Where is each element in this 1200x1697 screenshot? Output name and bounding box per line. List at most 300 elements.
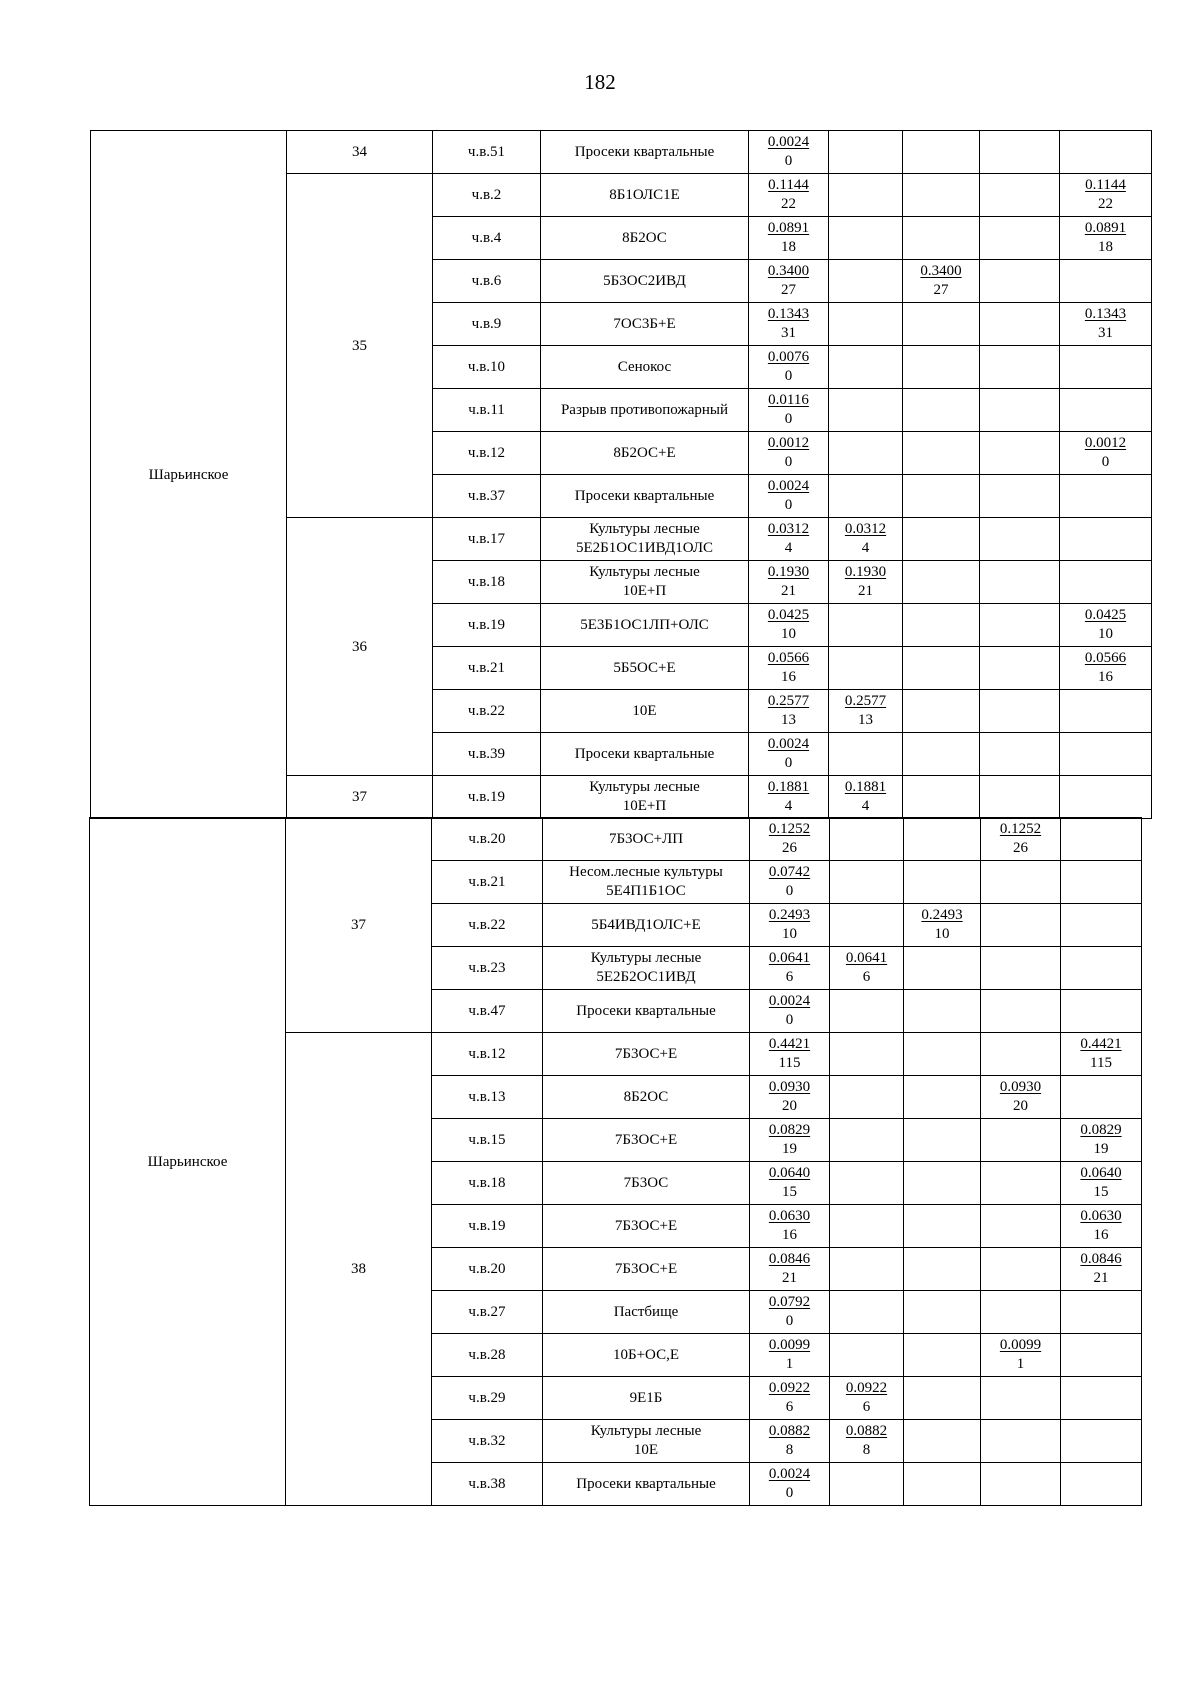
value-cell-4 — [980, 389, 1060, 432]
value-cell-3 — [903, 346, 980, 389]
description-cell — [543, 1420, 750, 1463]
fraction-volume: 0 — [1101, 454, 1110, 470]
fraction-value — [769, 1035, 810, 1073]
description-cell — [541, 174, 749, 217]
fraction-volume: 1 — [1016, 1356, 1025, 1372]
value-cell-5 — [1060, 346, 1152, 389]
value-cell-4 — [980, 432, 1060, 475]
description-cell — [543, 1162, 750, 1205]
section-code-cell: ч.в.17 — [433, 518, 541, 561]
fraction-area: 0.0846 — [768, 1251, 811, 1267]
quarter-cell: 35 — [287, 174, 433, 518]
fraction-volume: 19 — [1093, 1141, 1109, 1157]
value-cell-2 — [829, 690, 903, 733]
description-line: 8Б1ОЛС1Е — [609, 186, 680, 203]
value-cell-4 — [980, 303, 1060, 346]
value-cell-2 — [829, 647, 903, 690]
value-cell-2 — [830, 1291, 904, 1334]
fraction-value — [1000, 1336, 1041, 1374]
fraction-area: 0.1252 — [999, 821, 1042, 837]
fraction-volume: 15 — [782, 1184, 797, 1200]
value-cell-5 — [1061, 1119, 1142, 1162]
value-cell-4 — [981, 1119, 1061, 1162]
fraction-value — [769, 1078, 810, 1116]
fraction-value — [846, 949, 887, 987]
fraction-volume: 31 — [1098, 325, 1113, 341]
value-cell-1 — [749, 561, 829, 604]
value-cell-2 — [830, 1033, 904, 1076]
description-cell — [543, 947, 750, 990]
description-line: 10Е+П — [622, 583, 667, 599]
value-cell-3 — [903, 389, 980, 432]
fraction-value — [768, 520, 809, 558]
fraction-value — [845, 563, 886, 601]
section-code-cell: ч.в.22 — [432, 904, 543, 947]
value-cell-2 — [830, 1420, 904, 1463]
value-cell-5 — [1060, 260, 1152, 303]
fraction-area: 0.0641 — [845, 950, 888, 966]
description-line: Разрыв противопожарный — [560, 401, 729, 418]
value-cell-2 — [829, 303, 903, 346]
fraction-area: 0.2493 — [768, 907, 811, 923]
fraction-area: 0.0076 — [767, 349, 810, 365]
value-cell-5 — [1061, 1033, 1142, 1076]
fraction-value — [769, 1336, 810, 1374]
description-cell — [541, 561, 749, 604]
fraction-area: 0.1930 — [844, 564, 887, 580]
table-row — [91, 131, 1152, 174]
value-cell-5 — [1060, 303, 1152, 346]
fraction-area: 0.1881 — [767, 779, 810, 795]
section-code-cell: ч.в.4 — [433, 217, 541, 260]
description-line: 10Б+ОС,Е — [612, 1346, 679, 1363]
description-line: Культуры лесные — [590, 1423, 702, 1439]
fraction-area: 0.0792 — [768, 1294, 811, 1310]
value-cell-1 — [750, 1291, 830, 1334]
value-cell-4 — [981, 1291, 1061, 1334]
description-line: 5Е3Б1ОС1ЛП+ОЛС — [580, 616, 709, 633]
value-cell-4 — [980, 518, 1060, 561]
description-cell — [543, 1463, 750, 1506]
section-code-cell: ч.в.9 — [433, 303, 541, 346]
quarter-cell: 36 — [287, 518, 433, 776]
forestry-cell: Шарьинское — [90, 818, 286, 1506]
fraction-value — [1000, 820, 1041, 858]
value-cell-2 — [829, 475, 903, 518]
description-cell — [541, 518, 749, 561]
value-cell-2 — [830, 1334, 904, 1377]
value-cell-1 — [750, 1119, 830, 1162]
fraction-area: 0.0882 — [768, 1423, 811, 1439]
fraction-volume: 6 — [862, 1399, 871, 1415]
section-code-cell: ч.в.28 — [432, 1334, 543, 1377]
value-cell-2 — [829, 174, 903, 217]
section-code-cell: ч.в.18 — [432, 1162, 543, 1205]
value-cell-4 — [980, 604, 1060, 647]
fraction-volume: 16 — [1098, 669, 1113, 685]
value-cell-2 — [829, 776, 903, 819]
fraction-volume: 0 — [784, 454, 793, 470]
fraction-volume: 26 — [1013, 840, 1028, 856]
value-cell-2 — [830, 1463, 904, 1506]
fraction-value — [769, 992, 810, 1030]
value-cell-1 — [750, 861, 830, 904]
fraction-value — [1085, 219, 1126, 257]
fraction-value — [768, 735, 809, 773]
description-cell — [541, 303, 749, 346]
description-cell — [541, 432, 749, 475]
description-line: 5Е4П1Б1ОС — [606, 883, 686, 899]
value-cell-1 — [750, 818, 830, 861]
value-cell-3 — [903, 690, 980, 733]
fraction-area: 0.0829 — [768, 1122, 811, 1138]
fraction-value — [768, 133, 809, 171]
fraction-value — [769, 1465, 810, 1503]
value-cell-1 — [750, 1033, 830, 1076]
fraction-volume: 19 — [782, 1141, 797, 1157]
value-cell-1 — [749, 604, 829, 647]
fraction-value — [768, 305, 809, 343]
fraction-volume: 0 — [784, 755, 793, 771]
fraction-area: 0.1343 — [1084, 306, 1127, 322]
description-line: Культуры лесные — [589, 779, 700, 795]
description-cell — [541, 604, 749, 647]
value-cell-5 — [1061, 904, 1142, 947]
value-cell-5 — [1061, 1162, 1142, 1205]
section-code-cell: ч.в.18 — [433, 561, 541, 604]
description-line: Просеки квартальные — [574, 487, 715, 504]
forestry-cell: Шарьинское — [91, 131, 287, 819]
value-cell-4 — [980, 561, 1060, 604]
value-cell-3 — [904, 1205, 981, 1248]
fraction-value — [768, 391, 809, 429]
fraction-value — [768, 606, 809, 644]
fraction-area: 0.0641 — [768, 950, 811, 966]
fraction-value — [768, 563, 809, 601]
value-cell-1 — [750, 1377, 830, 1420]
value-cell-1 — [750, 1463, 830, 1506]
fraction-volume: 0 — [785, 883, 794, 899]
description-line: Просеки квартальные — [574, 143, 715, 160]
description-cell — [543, 1205, 750, 1248]
value-cell-1 — [749, 776, 829, 819]
value-cell-3 — [904, 1420, 981, 1463]
value-cell-4 — [981, 818, 1061, 861]
value-cell-4 — [980, 260, 1060, 303]
fraction-volume: 15 — [1093, 1184, 1109, 1200]
fraction-volume: 10 — [1098, 626, 1113, 642]
fraction-volume: 20 — [1013, 1098, 1028, 1114]
description-line: 9Е1Б — [629, 1389, 663, 1406]
description-line: 7Б3ОС+ЛП — [608, 830, 684, 847]
value-cell-5 — [1061, 1076, 1142, 1119]
description-line: 8Б2ОС+Е — [613, 444, 676, 461]
value-cell-1 — [750, 947, 830, 990]
fraction-value — [1085, 606, 1126, 644]
value-cell-4 — [981, 1463, 1061, 1506]
fraction-area: 0.1343 — [767, 306, 810, 322]
value-cell-3 — [903, 303, 980, 346]
description-cell — [541, 776, 749, 819]
description-line: 7Б3ОС+Е — [614, 1131, 678, 1148]
value-cell-1 — [749, 260, 829, 303]
fraction-area: 0.0024 — [768, 1466, 811, 1482]
value-cell-4 — [980, 475, 1060, 518]
value-cell-5 — [1060, 432, 1152, 475]
value-cell-5 — [1060, 776, 1152, 819]
fraction-area: 0.0930 — [768, 1079, 811, 1095]
fraction-area: 0.0024 — [767, 134, 810, 150]
fraction-value — [768, 219, 809, 257]
value-cell-1 — [749, 131, 829, 174]
value-cell-5 — [1060, 733, 1152, 776]
section-code-cell: ч.в.12 — [433, 432, 541, 475]
value-cell-3 — [904, 1076, 981, 1119]
value-cell-5 — [1061, 1291, 1142, 1334]
section-code-cell: ч.в.39 — [433, 733, 541, 776]
section-code-cell: ч.в.27 — [432, 1291, 543, 1334]
fraction-value — [1080, 1164, 1121, 1202]
value-cell-4 — [981, 1033, 1061, 1076]
fraction-area: 0.0922 — [845, 1380, 888, 1396]
section-code-cell: ч.в.6 — [433, 260, 541, 303]
description-cell — [541, 131, 749, 174]
fraction-area: 0.0891 — [767, 220, 810, 236]
fraction-volume: 18 — [781, 239, 796, 255]
fraction-volume: 1 — [785, 1356, 794, 1372]
description-line: 5Б5ОС+Е — [613, 659, 676, 676]
fraction-area: 0.2493 — [921, 907, 963, 923]
fraction-area: 0.4421 — [1080, 1036, 1122, 1052]
fraction-area: 0.0922 — [768, 1380, 811, 1396]
fraction-value — [769, 1250, 810, 1288]
fraction-value — [769, 1207, 810, 1245]
fraction-area: 0.0630 — [768, 1208, 811, 1224]
fraction-volume: 27 — [781, 282, 796, 298]
value-cell-2 — [829, 518, 903, 561]
description-cell — [541, 690, 749, 733]
fraction-volume: 18 — [1098, 239, 1113, 255]
value-cell-5 — [1060, 475, 1152, 518]
fraction-value — [769, 1164, 810, 1202]
value-cell-5 — [1061, 1420, 1142, 1463]
value-cell-3 — [903, 432, 980, 475]
fraction-value — [769, 1293, 810, 1331]
value-cell-4 — [980, 733, 1060, 776]
value-cell-1 — [750, 1162, 830, 1205]
value-cell-1 — [749, 690, 829, 733]
fraction-value — [769, 906, 810, 944]
value-cell-3 — [904, 1119, 981, 1162]
value-cell-1 — [750, 1334, 830, 1377]
value-cell-5 — [1061, 1334, 1142, 1377]
value-cell-1 — [750, 904, 830, 947]
section-code-cell: ч.в.21 — [432, 861, 543, 904]
value-cell-5 — [1061, 1205, 1142, 1248]
table-row — [90, 818, 1142, 861]
fraction-area: 0.3400 — [767, 263, 810, 279]
fraction-volume: 16 — [1093, 1227, 1109, 1243]
quarter-cell: 37 — [286, 818, 432, 1033]
value-cell-3 — [904, 1162, 981, 1205]
description-cell — [543, 1377, 750, 1420]
section-code-cell: ч.в.13 — [432, 1076, 543, 1119]
value-cell-4 — [980, 690, 1060, 733]
value-cell-1 — [749, 475, 829, 518]
section-code-cell: ч.в.47 — [432, 990, 543, 1033]
fraction-volume: 10 — [781, 626, 796, 642]
fraction-value — [846, 1379, 887, 1417]
fraction-volume: 6 — [785, 969, 794, 985]
description-line: 7Б3ОС+Е — [614, 1217, 678, 1234]
value-cell-4 — [981, 947, 1061, 990]
fraction-value — [769, 820, 810, 858]
fraction-area: 0.1252 — [768, 821, 811, 837]
value-cell-5 — [1061, 1377, 1142, 1420]
value-cell-3 — [903, 260, 980, 303]
fraction-value — [1080, 1121, 1121, 1159]
section-code-cell: ч.в.21 — [433, 647, 541, 690]
fraction-area: 0.0566 — [767, 650, 810, 666]
fraction-value — [768, 692, 809, 730]
description-cell — [543, 990, 750, 1033]
value-cell-2 — [830, 1162, 904, 1205]
value-cell-5 — [1060, 561, 1152, 604]
value-cell-1 — [749, 174, 829, 217]
value-cell-5 — [1060, 690, 1152, 733]
section-code-cell: ч.в.38 — [432, 1463, 543, 1506]
description-line: Пастбище — [613, 1303, 679, 1320]
fraction-area: 0.0024 — [768, 993, 811, 1009]
value-cell-4 — [980, 174, 1060, 217]
value-cell-3 — [903, 518, 980, 561]
value-cell-2 — [829, 389, 903, 432]
page-number: 182 — [584, 70, 616, 94]
quarter-cell: 37 — [287, 776, 433, 819]
fraction-area: 0.0024 — [767, 478, 810, 494]
section-code-cell: ч.в.23 — [432, 947, 543, 990]
fraction-area: 0.0012 — [767, 435, 810, 451]
value-cell-5 — [1060, 131, 1152, 174]
description-line: 5Е2Б2ОС1ИВД — [596, 969, 696, 985]
description-line: 8Б2ОС — [622, 229, 667, 246]
fraction-area: 0.1144 — [768, 177, 809, 193]
fraction-volume: 13 — [781, 712, 796, 728]
value-cell-3 — [904, 1291, 981, 1334]
fraction-value — [769, 1422, 810, 1460]
section-code-cell: ч.в.51 — [433, 131, 541, 174]
value-cell-2 — [830, 990, 904, 1033]
value-cell-3 — [904, 1377, 981, 1420]
value-cell-4 — [981, 1162, 1061, 1205]
value-cell-3 — [903, 475, 980, 518]
value-cell-4 — [981, 1334, 1061, 1377]
value-cell-4 — [981, 1205, 1061, 1248]
forest-table-2 — [89, 817, 1142, 1506]
fraction-area: 0.0116 — [768, 392, 809, 408]
value-cell-2 — [830, 1248, 904, 1291]
value-cell-5 — [1061, 1248, 1142, 1291]
value-cell-4 — [980, 131, 1060, 174]
value-cell-1 — [749, 733, 829, 776]
value-cell-3 — [903, 776, 980, 819]
description-line: 7Б3ОС+Е — [614, 1045, 678, 1062]
fraction-volume: 10 — [934, 926, 950, 942]
fraction-area: 0.0829 — [1080, 1122, 1122, 1138]
fraction-volume: 16 — [782, 1227, 797, 1243]
fraction-volume: 22 — [1097, 196, 1113, 212]
value-cell-1 — [750, 1076, 830, 1119]
forest-table-1 — [90, 130, 1152, 819]
description-line: 5Е2Б1ОС1ИВД1ОЛС — [575, 540, 714, 556]
fraction-area: 0.0425 — [1084, 607, 1127, 623]
fraction-volume: 31 — [781, 325, 796, 341]
value-cell-1 — [750, 990, 830, 1033]
fraction-area: 0.0024 — [767, 736, 810, 752]
value-cell-1 — [749, 346, 829, 389]
fraction-volume: 6 — [785, 1399, 794, 1415]
fraction-value — [768, 176, 809, 214]
fraction-area: 0.1881 — [844, 779, 887, 795]
description-cell — [541, 475, 749, 518]
fraction-value — [1085, 305, 1126, 343]
section-code-cell: ч.в.20 — [432, 1248, 543, 1291]
description-cell — [543, 1033, 750, 1076]
fraction-value — [768, 434, 809, 472]
fraction-value — [921, 906, 962, 944]
value-cell-3 — [903, 217, 980, 260]
quarter-cell: 38 — [286, 1033, 432, 1506]
fraction-volume: 4 — [861, 540, 870, 556]
description-line: Сенокос — [617, 358, 672, 375]
value-cell-5 — [1061, 1463, 1142, 1506]
fraction-value — [769, 1379, 810, 1417]
fraction-value — [1080, 1250, 1121, 1288]
fraction-volume: 0 — [784, 368, 793, 384]
fraction-area: 0.0930 — [999, 1079, 1042, 1095]
fraction-volume: 8 — [862, 1442, 871, 1458]
fraction-volume: 4 — [861, 798, 870, 814]
description-line: 10Е+П — [622, 798, 667, 814]
description-line: 10Е — [633, 1442, 659, 1458]
section-code-cell: ч.в.20 — [432, 818, 543, 861]
value-cell-3 — [903, 174, 980, 217]
value-cell-1 — [749, 432, 829, 475]
fraction-volume: 13 — [858, 712, 873, 728]
fraction-area: 0.0099 — [768, 1337, 811, 1353]
fraction-value — [768, 262, 809, 300]
section-code-cell: ч.в.2 — [433, 174, 541, 217]
value-cell-3 — [903, 561, 980, 604]
description-cell — [541, 346, 749, 389]
section-code-cell: ч.в.32 — [432, 1420, 543, 1463]
section-code-cell: ч.в.22 — [433, 690, 541, 733]
fraction-area: 0.0012 — [1084, 435, 1127, 451]
value-cell-1 — [749, 217, 829, 260]
fraction-volume: 16 — [781, 669, 796, 685]
fraction-area: 0.0630 — [1080, 1208, 1122, 1224]
fraction-area: 0.2577 — [844, 693, 887, 709]
value-cell-2 — [830, 947, 904, 990]
fraction-volume: 22 — [780, 196, 796, 212]
description-line: 8Б2ОС — [623, 1088, 669, 1105]
section-code-cell: ч.в.37 — [433, 475, 541, 518]
description-cell — [543, 1334, 750, 1377]
fraction-value — [768, 477, 809, 515]
fraction-value — [920, 262, 961, 300]
value-cell-2 — [830, 904, 904, 947]
description-cell — [543, 818, 750, 861]
